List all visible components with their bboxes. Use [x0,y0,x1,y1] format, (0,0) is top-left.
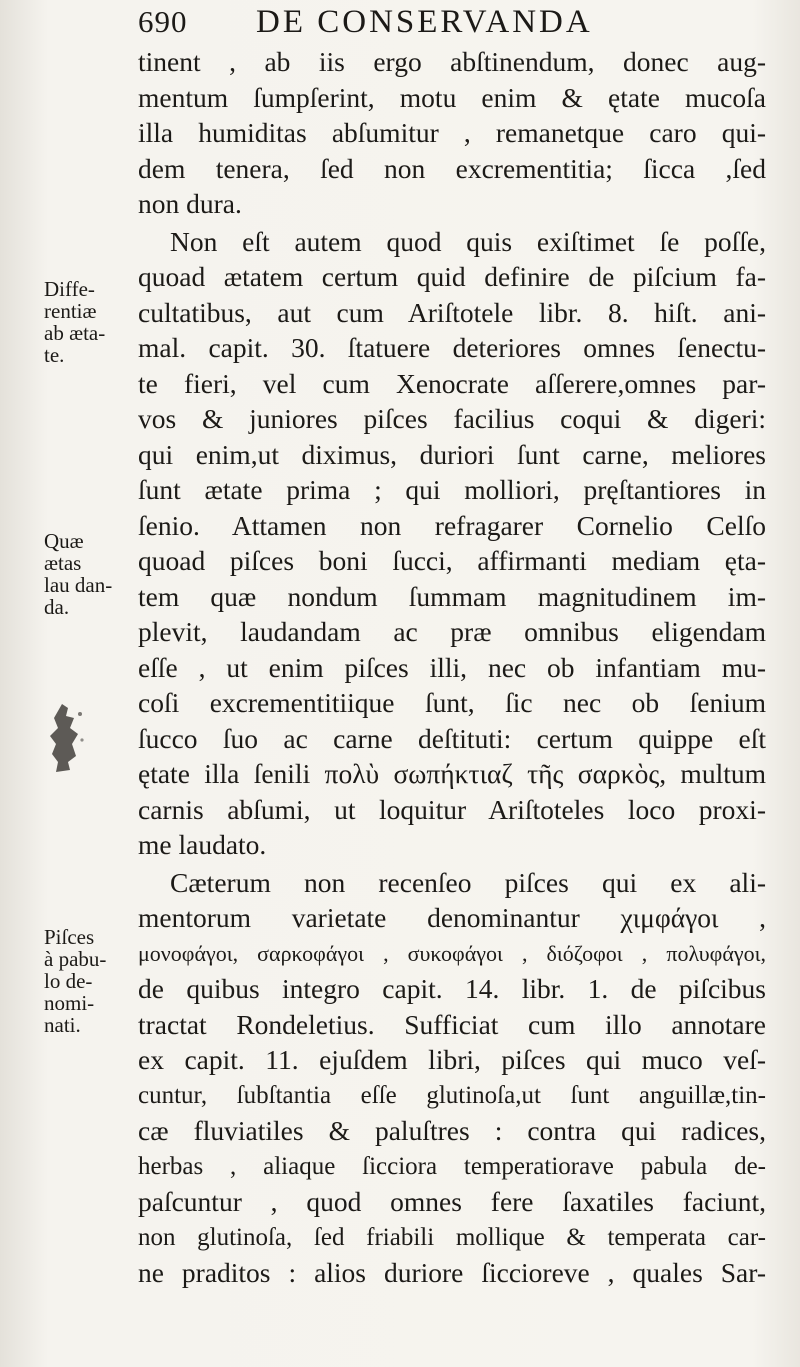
text-line: cuntur, ſubſtantia eſſe glutinoſa,ut ſunt anguillæ,tin- [138,1081,766,1109]
text-line: Cæterum non recenſeo piſces qui ex ali- [170,866,766,898]
text-line: tem quæ nondum ſummam magnitudinem im- [138,580,766,612]
text-line: coſi excrementitiique ſunt, ſic nec ob ſenium [138,687,766,718]
text-line: ſucco ſuo ac carne deſtituti: certum quippe eſt [138,722,766,754]
margin-note-line: da. [44,595,70,619]
text-line: eſſe , ut enim piſces illi, nec ob infantiam mu- [138,651,766,683]
margin-note-line: ætas [44,551,82,575]
text-line: ſunt ætate prima ; qui molliori, pręſtantiores in [138,474,766,505]
text-line: quoad ætatem certum quid definire de piſcium fa- [138,261,766,292]
text-line: ne praditos : alios duriore ſiccioreve , quales Sar- [138,1257,766,1288]
text-line: dem tenera, ſed non excrementitia; ſicca ,ſed [138,152,766,184]
text-line: de quibus integro capit. 14. libr. 1. de piſcibus [138,973,766,1004]
text-line: herbas , aliaque ſicciora temperatiorave pabula de- [138,1152,766,1180]
text-line: te fieri, vel cum Xenocrate aſſerere,omnes par- [138,367,766,399]
page-header [138,4,778,44]
margin-note-line: Quæ [44,529,84,553]
margin-note-line: lo de- [44,969,93,993]
margin-note-line: nati. [44,1013,81,1037]
text-line: non glutinoſa, ſed friabili mollique & temperata car- [138,1223,766,1251]
text-line: mentum ſumpſerint, motu enim & ętate mucoſa [138,81,766,113]
margin-note-line: Diffe- [44,277,95,301]
margin-note-line: ab æta- [44,321,106,345]
text-line: me laudato. [138,829,267,860]
text-line: mentorum varietate denominantur χιμφάγοι , [138,902,766,933]
page-number: 690 [138,4,188,39]
margin-note [44,926,106,1036]
body-text [138,44,766,1291]
margin-note [44,530,112,618]
text-line: non dura. [138,188,242,219]
text-line: tinent , ab iis ergo abſtinendum, donec aug- [138,46,766,77]
text-line: ex capit. 11. ejuſdem libri, piſces qui muco veſ- [138,1044,766,1075]
margin-note-line: nomi- [44,991,95,1015]
margin-note [44,278,105,366]
text-line: illa humiditas abſumitur , remanetque caro qui- [138,117,766,148]
running-title: DE CONSERVANDA [256,4,593,40]
text-line: plevit, laudandam ac præ omnibus eligendam [138,616,766,647]
text-line: vos & juniores piſces facilius coqui & digeri: [138,403,766,434]
margin-note-line: lau dan- [44,573,113,597]
text-line: cæ fluviatiles & paluſtres : contra qui radices, [138,1115,766,1146]
text-line: qui enim,ut diximus, duriori ſunt carne, meliores [138,438,766,470]
text-line: tractat Rondeletius. Sufficiat cum illo annotare [138,1008,766,1040]
margin-note-line: Piſces [44,925,95,949]
ink-blot [44,700,88,776]
text-line: carnis abſumi, ut loquitur Ariſtoteles loco proxi- [138,793,766,825]
margin-note-line: rentiæ [44,299,97,323]
margin-note-line: te. [44,343,65,367]
text-line: quoad piſces boni ſucci, affirmanti mediam ęta- [138,545,766,576]
text-line: ętate illa ſenili πολὺ σωπήκτιαζ τῆς σαρκὸς, multum [138,758,766,789]
text-line: cultatibus, aut cum Ariſtotele libr. 8. hiſt. ani- [138,296,766,328]
margin-note-line: à pabu- [44,947,107,971]
text-line: μονοφάγοι, σαρκοφάγοι , συκοφάγοι , διόζοφοι , πολυφάγοι, [138,940,766,966]
text-line: ſenio. Attamen non refragarer Cornelio Celſo [138,509,766,541]
text-line: Non eſt autem quod quis exiſtimet ſe poſſe, [170,225,766,257]
text-line: mal. capit. 30. ſtatuere deteriores omnes ſenectu- [138,332,766,363]
text-line: paſcuntur , quod omnes fere ſaxatiles faciunt, [138,1186,766,1217]
